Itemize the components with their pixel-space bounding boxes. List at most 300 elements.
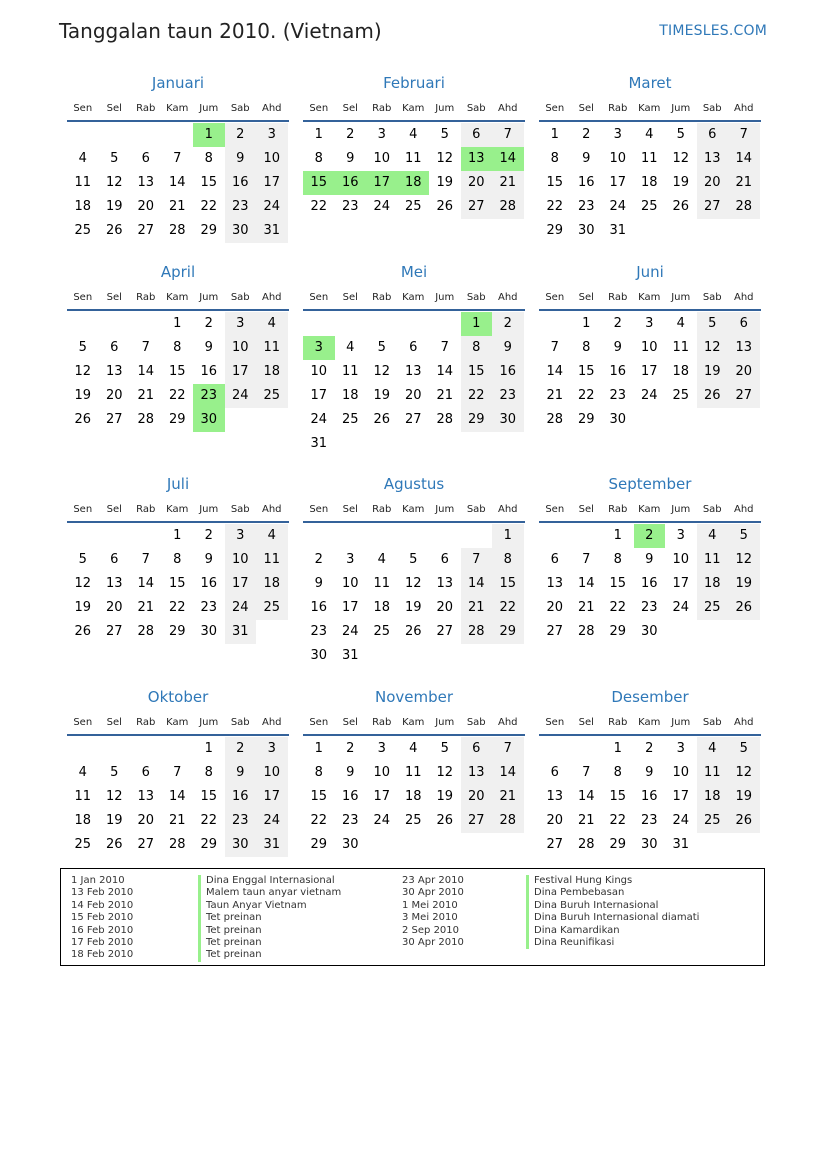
day-cell: 6	[110, 552, 119, 567]
empty-cell	[67, 524, 99, 548]
day-cell: 4	[78, 151, 87, 166]
day-cell: 31	[225, 620, 257, 644]
day-cell: 16	[492, 360, 524, 384]
day-cell: 3	[377, 127, 386, 142]
weekday-label: Ahd	[497, 716, 518, 728]
day-cell: 21	[137, 388, 155, 403]
day-cell: 6	[141, 765, 150, 780]
empty-cell	[130, 737, 162, 761]
day-cell: 1	[492, 524, 524, 548]
day-cell: 9	[225, 761, 257, 785]
legend-date: 1 Jan 2010	[71, 875, 125, 886]
day-cell: 10	[373, 151, 391, 166]
month-februari	[303, 73, 525, 219]
day-cell: 11	[404, 151, 422, 166]
weekday-label: Kam	[166, 102, 189, 114]
day-cell: 26	[105, 837, 123, 852]
day-cell: 8	[204, 765, 213, 780]
day-cell: 23	[341, 813, 359, 828]
day-cell: 30	[310, 648, 328, 663]
day-cell: 17	[672, 789, 690, 804]
legend-holiday-name: Dina Buruh Internasional diamati	[526, 912, 699, 924]
day-cell: 3	[256, 123, 288, 147]
day-grid	[303, 737, 525, 857]
day-cell: 7	[582, 552, 591, 567]
day-cell: 7	[461, 548, 493, 572]
weekday-label: Sen	[73, 291, 93, 303]
day-cell: 3	[676, 528, 685, 543]
day-cell: 2	[492, 312, 524, 336]
day-cell: 18	[697, 785, 729, 809]
weekday-header	[67, 711, 289, 733]
day-cell: 3	[256, 737, 288, 761]
day-grid	[539, 312, 761, 432]
month-agustus	[303, 474, 525, 668]
holiday-day-cell: 16	[335, 171, 367, 195]
empty-cell	[130, 312, 162, 336]
empty-cell	[130, 123, 162, 147]
weekday-label: Rab	[372, 503, 392, 515]
day-cell: 3	[613, 127, 622, 142]
day-cell: 24	[373, 813, 391, 828]
day-cell: 1	[314, 741, 323, 756]
day-cell: 25	[672, 388, 690, 403]
day-cell: 15	[492, 572, 524, 596]
day-cell: 26	[74, 624, 92, 639]
month-name: Maret	[628, 74, 672, 92]
empty-cell	[99, 312, 131, 336]
day-cell: 22	[168, 600, 186, 615]
day-cell: 16	[640, 576, 658, 591]
day-cell: 26	[404, 624, 422, 639]
header-rule	[67, 734, 289, 736]
weekday-label: Sab	[230, 291, 250, 303]
weekday-label: Sel	[578, 503, 594, 515]
weekday-label: Sen	[309, 291, 329, 303]
day-cell: 12	[105, 175, 123, 190]
day-cell: 24	[256, 809, 288, 833]
day-cell: 26	[697, 384, 729, 408]
weekday-label: Sab	[466, 102, 486, 114]
day-cell: 17	[225, 360, 257, 384]
day-cell: 8	[173, 552, 182, 567]
day-cell: 14	[436, 364, 454, 379]
weekday-label: Rab	[136, 102, 156, 114]
day-cell: 28	[137, 412, 155, 427]
day-cell: 25	[74, 223, 92, 238]
day-cell: 20	[404, 388, 422, 403]
day-cell: 13	[546, 789, 564, 804]
weekday-label: Sel	[106, 503, 122, 515]
day-cell: 8	[461, 336, 493, 360]
weekday-label: Sel	[578, 102, 594, 114]
day-cell: 3	[346, 552, 355, 567]
day-cell: 22	[577, 388, 595, 403]
day-cell: 11	[697, 548, 729, 572]
day-cell: 22	[609, 600, 627, 615]
weekday-header	[303, 711, 525, 733]
day-cell: 22	[200, 813, 218, 828]
weekday-header	[67, 97, 289, 119]
day-cell: 24	[310, 412, 328, 427]
empty-cell	[67, 312, 99, 336]
day-cell: 22	[461, 384, 493, 408]
legend-right-names	[526, 875, 699, 949]
weekday-label: Rab	[136, 503, 156, 515]
day-cell: 22	[168, 388, 186, 403]
day-cell: 7	[141, 552, 150, 567]
day-cell: 1	[173, 316, 182, 331]
weekday-label: Sab	[466, 291, 486, 303]
legend-holiday-name: Dina Pembebasan	[526, 887, 699, 899]
day-cell: 29	[609, 837, 627, 852]
day-cell: 30	[640, 837, 658, 852]
day-cell: 2	[645, 741, 654, 756]
day-cell: 27	[404, 412, 422, 427]
day-cell: 22	[310, 813, 328, 828]
day-cell: 21	[577, 813, 595, 828]
weekday-label: Kam	[638, 503, 661, 515]
legend-left-names	[198, 875, 341, 962]
day-cell: 29	[310, 837, 328, 852]
day-cell: 26	[74, 412, 92, 427]
empty-cell	[366, 312, 398, 336]
day-cell: 28	[728, 195, 760, 219]
day-cell: 2	[204, 528, 213, 543]
day-cell: 14	[137, 576, 155, 591]
empty-cell	[99, 737, 131, 761]
legend-date: 1 Mei 2010	[402, 899, 458, 911]
legend-date: 13 Feb 2010	[71, 887, 134, 899]
day-cell: 17	[373, 789, 391, 804]
day-cell: 2	[582, 127, 591, 142]
day-cell: 6	[728, 312, 760, 336]
weekday-label: Sel	[342, 102, 358, 114]
day-cell: 4	[256, 312, 288, 336]
day-cell: 22	[609, 813, 627, 828]
day-cell: 12	[436, 151, 454, 166]
holiday-day-cell: 17	[366, 171, 398, 195]
day-cell: 3	[225, 524, 257, 548]
weekday-header	[303, 498, 525, 520]
header-rule	[67, 309, 289, 311]
weekday-label: Rab	[136, 291, 156, 303]
day-cell: 28	[546, 412, 564, 427]
header-rule	[539, 521, 761, 523]
day-cell: 7	[582, 765, 591, 780]
day-cell: 24	[225, 596, 257, 620]
page-title: Tanggalan taun 2010. (Vietnam)	[59, 19, 382, 43]
day-cell: 31	[672, 837, 690, 852]
day-cell: 3	[645, 316, 654, 331]
day-cell: 29	[577, 412, 595, 427]
day-cell: 13	[137, 175, 155, 190]
month-name: April	[160, 263, 196, 281]
weekday-label: Kam	[166, 291, 189, 303]
day-cell: 30	[577, 223, 595, 238]
empty-cell	[67, 737, 99, 761]
day-cell: 4	[409, 741, 418, 756]
month-juli	[67, 474, 289, 644]
day-cell: 11	[672, 340, 690, 355]
empty-cell	[303, 524, 335, 548]
weekday-header	[67, 286, 289, 308]
day-cell: 17	[672, 576, 690, 591]
day-cell: 28	[168, 837, 186, 852]
empty-cell	[67, 123, 99, 147]
day-cell: 3	[377, 741, 386, 756]
holiday-day-cell: 1	[461, 312, 493, 336]
day-cell: 31	[609, 223, 627, 238]
month-name: Oktober	[147, 688, 209, 706]
day-cell: 18	[697, 572, 729, 596]
month-juni	[539, 262, 761, 432]
day-cell: 20	[105, 600, 123, 615]
day-grid	[539, 524, 761, 644]
weekday-header	[539, 97, 761, 119]
day-cell: 16	[310, 600, 328, 615]
legend-date: 17 Feb 2010	[71, 936, 134, 948]
day-cell: 25	[697, 809, 729, 833]
day-cell: 4	[346, 340, 355, 355]
weekday-label: Kam	[402, 102, 425, 114]
day-cell: 17	[640, 364, 658, 379]
header-rule	[303, 309, 525, 311]
day-cell: 23	[225, 809, 257, 833]
weekday-label: Sel	[578, 291, 594, 303]
day-cell: 2	[225, 123, 257, 147]
day-cell: 22	[546, 199, 564, 214]
day-cell: 1	[613, 528, 622, 543]
day-cell: 6	[110, 340, 119, 355]
day-cell: 23	[640, 600, 658, 615]
weekday-label: Sab	[702, 291, 722, 303]
day-cell: 5	[676, 127, 685, 142]
day-cell: 8	[550, 151, 559, 166]
day-cell: 23	[310, 624, 328, 639]
day-cell: 15	[310, 789, 328, 804]
weekday-label: Sel	[342, 503, 358, 515]
day-cell: 12	[697, 336, 729, 360]
day-cell: 23	[640, 813, 658, 828]
holiday-day-cell: 15	[303, 171, 335, 195]
day-cell: 13	[546, 576, 564, 591]
day-cell: 15	[461, 360, 493, 384]
weekday-label: Jum	[199, 102, 219, 114]
day-cell: 28	[577, 624, 595, 639]
day-cell: 22	[310, 199, 328, 214]
day-cell: 6	[461, 123, 493, 147]
day-cell: 23	[225, 195, 257, 219]
day-cell: 11	[404, 765, 422, 780]
day-cell: 30	[200, 624, 218, 639]
holiday-day-cell: 18	[398, 171, 430, 195]
weekday-label: Sel	[106, 716, 122, 728]
weekday-label: Rab	[608, 291, 628, 303]
day-cell: 26	[436, 813, 454, 828]
day-cell: 19	[373, 388, 391, 403]
day-cell: 20	[105, 388, 123, 403]
day-grid	[67, 123, 289, 243]
day-cell: 23	[341, 199, 359, 214]
day-cell: 15	[200, 789, 218, 804]
legend-date: 23 Apr 2010	[402, 875, 464, 886]
day-cell: 4	[697, 524, 729, 548]
day-cell: 22	[200, 199, 218, 214]
day-cell: 5	[78, 552, 87, 567]
empty-cell	[162, 123, 194, 147]
day-cell: 16	[200, 364, 218, 379]
day-cell: 25	[256, 384, 288, 408]
legend-date: 3 Mei 2010	[402, 912, 458, 924]
weekday-label: Rab	[372, 716, 392, 728]
day-cell: 27	[105, 412, 123, 427]
day-cell: 28	[492, 809, 524, 833]
legend-holiday-name: Taun Anyar Vietnam	[198, 900, 341, 912]
day-cell: 15	[168, 576, 186, 591]
day-cell: 6	[141, 151, 150, 166]
weekday-label: Jum	[435, 291, 455, 303]
weekday-label: Sen	[545, 716, 565, 728]
day-cell: 1	[173, 528, 182, 543]
month-april	[67, 262, 289, 432]
day-cell: 14	[168, 175, 186, 190]
day-cell: 12	[728, 548, 760, 572]
day-cell: 13	[728, 336, 760, 360]
header-rule	[303, 120, 525, 122]
weekday-header	[539, 286, 761, 308]
empty-cell	[130, 524, 162, 548]
day-cell: 5	[440, 127, 449, 142]
day-cell: 16	[225, 171, 257, 195]
day-cell: 6	[697, 123, 729, 147]
weekday-label: Sen	[309, 716, 329, 728]
month-name: Agustus	[383, 475, 445, 493]
legend-holiday-name: Tet preinan	[198, 949, 341, 961]
weekday-label: Kam	[166, 716, 189, 728]
day-cell: 27	[697, 195, 729, 219]
day-cell: 27	[105, 624, 123, 639]
day-cell: 8	[204, 151, 213, 166]
day-cell: 5	[728, 524, 760, 548]
legend-holiday-name: Tet preinan	[198, 937, 341, 949]
day-cell: 13	[436, 576, 454, 591]
day-cell: 19	[105, 813, 123, 828]
weekday-label: Sen	[545, 102, 565, 114]
day-cell: 9	[645, 552, 654, 567]
weekday-label: Jum	[199, 503, 219, 515]
day-cell: 19	[728, 785, 760, 809]
day-cell: 28	[577, 837, 595, 852]
day-cell: 5	[697, 312, 729, 336]
day-cell: 13	[105, 576, 123, 591]
day-cell: 26	[728, 596, 760, 620]
empty-cell	[539, 524, 571, 548]
legend-date: 16 Feb 2010	[71, 924, 134, 936]
day-cell: 17	[609, 175, 627, 190]
header-rule	[539, 120, 761, 122]
month-name: Januari	[151, 74, 205, 92]
day-cell: 31	[341, 648, 359, 663]
day-cell: 6	[440, 552, 449, 567]
day-cell: 21	[577, 600, 595, 615]
day-cell: 25	[404, 813, 422, 828]
day-cell: 29	[168, 412, 186, 427]
day-cell: 23	[609, 388, 627, 403]
day-cell: 9	[346, 151, 355, 166]
empty-cell	[539, 737, 571, 761]
day-cell: 20	[728, 360, 760, 384]
day-cell: 8	[314, 765, 323, 780]
day-cell: 27	[137, 837, 155, 852]
weekday-label: Kam	[638, 291, 661, 303]
month-september	[539, 474, 761, 644]
day-cell: 28	[436, 412, 454, 427]
day-cell: 5	[440, 741, 449, 756]
day-cell: 10	[672, 552, 690, 567]
month-name: Mei	[400, 263, 428, 281]
day-cell: 1	[613, 741, 622, 756]
weekday-label: Ahd	[733, 102, 754, 114]
weekday-label: Jum	[435, 503, 455, 515]
legend-date: 18 Feb 2010	[71, 949, 134, 961]
day-cell: 5	[78, 340, 87, 355]
day-cell: 20	[436, 600, 454, 615]
day-cell: 25	[640, 199, 658, 214]
day-cell: 16	[341, 789, 359, 804]
day-cell: 29	[200, 223, 218, 238]
weekday-label: Kam	[638, 716, 661, 728]
day-cell: 10	[310, 364, 328, 379]
weekday-label: Sel	[342, 291, 358, 303]
day-cell: 10	[609, 151, 627, 166]
month-name: Juli	[166, 475, 190, 493]
site-link[interactable]: TIMESLES.COM	[659, 23, 767, 39]
legend-holiday-name: Malem taun anyar vietnam	[198, 887, 341, 899]
legend-left-dates	[71, 875, 133, 962]
day-cell: 7	[173, 765, 182, 780]
header-rule	[67, 120, 289, 122]
day-cell: 19	[74, 600, 92, 615]
day-cell: 10	[640, 340, 658, 355]
day-cell: 16	[200, 576, 218, 591]
day-grid	[67, 312, 289, 432]
month-name: September	[608, 475, 692, 493]
day-cell: 17	[341, 600, 359, 615]
day-cell: 3	[676, 741, 685, 756]
day-cell: 24	[672, 600, 690, 615]
month-oktober	[67, 687, 289, 857]
day-cell: 31	[256, 219, 288, 243]
legend-holiday-name: Dina Enggal Internasional	[198, 875, 341, 887]
day-cell: 19	[728, 572, 760, 596]
day-cell: 15	[168, 364, 186, 379]
weekday-label: Jum	[199, 291, 219, 303]
empty-cell	[429, 312, 461, 336]
legend-right-dates	[402, 875, 464, 949]
day-cell: 24	[341, 624, 359, 639]
month-name: Juni	[636, 263, 664, 281]
empty-cell	[398, 524, 430, 548]
day-cell: 6	[461, 737, 493, 761]
day-cell: 1	[582, 316, 591, 331]
day-cell: 12	[672, 151, 690, 166]
day-cell: 11	[256, 548, 288, 572]
day-cell: 24	[640, 388, 658, 403]
weekday-label: Ahd	[261, 291, 282, 303]
holiday-day-cell: 3	[303, 336, 335, 360]
day-cell: 30	[640, 624, 658, 639]
